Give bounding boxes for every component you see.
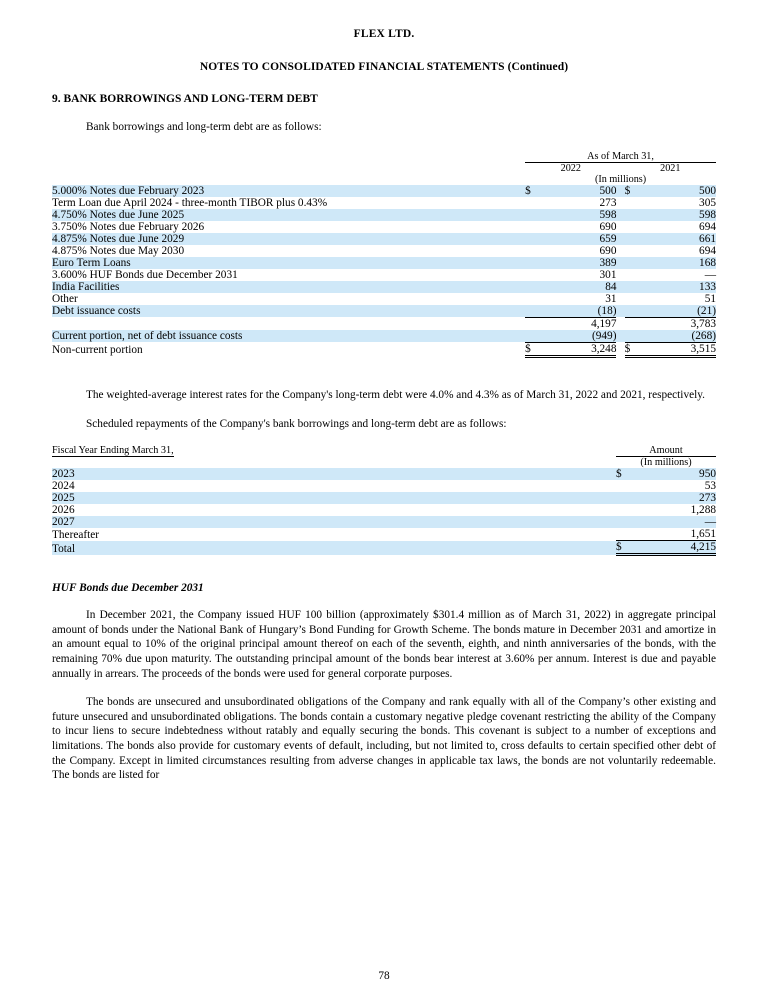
row-value-2021: — bbox=[704, 268, 716, 281]
row-value-2022: 659 bbox=[547, 233, 616, 245]
row-label: 4.875% Notes due June 2029 bbox=[52, 233, 525, 245]
row-amount: 950 bbox=[648, 468, 716, 480]
row-amount: 1,651 bbox=[690, 528, 716, 541]
table-row bbox=[52, 281, 716, 293]
row-label: 2024 bbox=[52, 480, 75, 493]
debt-table-noncurrent-portion-row bbox=[52, 342, 716, 356]
table-row bbox=[52, 185, 716, 197]
row-label: 5.000% Notes due February 2023 bbox=[52, 185, 525, 197]
row-currency-2022 bbox=[525, 257, 547, 269]
current-portion-value-2022: (949) bbox=[547, 330, 616, 343]
row-label: Term Loan due April 2024 - three-month TIBOR plus 0.43% bbox=[52, 196, 328, 209]
row-value-2022: 84 bbox=[547, 281, 616, 293]
subtotal-currency-2021 bbox=[625, 317, 647, 330]
row-currency-2022 bbox=[525, 269, 547, 281]
debt-table-current-portion-row bbox=[52, 330, 716, 343]
row-value-2022: 500 bbox=[547, 185, 616, 197]
row-value-2021: 694 bbox=[699, 244, 716, 257]
row-label: 2027 bbox=[52, 516, 616, 528]
debt-table-subtotal-row bbox=[52, 317, 716, 330]
row-value-2021: 168 bbox=[647, 257, 716, 269]
table-row bbox=[52, 504, 716, 516]
current-portion-value-2021: (268) bbox=[647, 330, 716, 343]
total-currency: $ bbox=[616, 541, 648, 555]
row-currency-2022 bbox=[525, 293, 547, 305]
subtotal-value-2022: 4,197 bbox=[547, 317, 616, 330]
page-number: 78 bbox=[378, 970, 390, 982]
row-currency-2022 bbox=[525, 233, 547, 245]
noncurrent-portion-currency-2021: $ bbox=[625, 342, 647, 356]
debt-table-wrapper bbox=[52, 151, 716, 358]
noncurrent-portion-currency-2022: $ bbox=[525, 342, 547, 356]
row-label: 2023 bbox=[52, 468, 616, 480]
row-currency-2021 bbox=[625, 305, 647, 318]
row-currency-2022 bbox=[525, 197, 547, 209]
row-currency bbox=[616, 492, 648, 504]
row-label: Euro Term Loans bbox=[52, 257, 525, 269]
row-amount: 1,288 bbox=[690, 504, 716, 517]
row-amount: 273 bbox=[648, 492, 716, 504]
row-currency-2021 bbox=[625, 209, 647, 221]
table-row bbox=[52, 233, 716, 245]
noncurrent-portion-label: Non-current portion bbox=[52, 344, 143, 357]
row-currency-2021 bbox=[625, 245, 647, 257]
noncurrent-portion-value-2022: 3,248 bbox=[547, 342, 616, 356]
row-value-2021: 51 bbox=[704, 292, 716, 305]
total-amount: 4,215 bbox=[648, 541, 716, 555]
huf-bonds-subheading: HUF Bonds due December 2031 bbox=[52, 582, 204, 595]
row-label: Other bbox=[52, 292, 78, 305]
row-label: 3.600% HUF Bonds due December 2031 bbox=[52, 268, 238, 281]
row-amount: — bbox=[648, 516, 716, 528]
document-title: NOTES TO CONSOLIDATED FINANCIAL STATEMENTS (Continued) bbox=[199, 61, 569, 73]
row-currency-2022 bbox=[525, 305, 547, 318]
row-currency-2021 bbox=[625, 293, 647, 305]
table-row bbox=[52, 528, 716, 541]
row-value-2021: (21) bbox=[647, 305, 716, 318]
debt-table-period-header: As of March 31, bbox=[525, 151, 716, 163]
debt-table bbox=[52, 151, 716, 358]
company-name: FLEX LTD. bbox=[353, 28, 415, 40]
row-label: Thereafter bbox=[52, 528, 100, 541]
row-value-2021: 500 bbox=[647, 185, 716, 197]
total-label: Total bbox=[52, 541, 616, 555]
row-currency-2021 bbox=[625, 197, 647, 209]
row-value-2022: 389 bbox=[547, 257, 616, 269]
table-row bbox=[52, 245, 716, 257]
row-currency bbox=[616, 504, 648, 516]
row-value-2021: 598 bbox=[647, 209, 716, 221]
table-row bbox=[52, 269, 716, 281]
row-value-2021: 694 bbox=[699, 220, 716, 233]
table-row bbox=[52, 197, 716, 209]
row-currency: $ bbox=[616, 468, 648, 480]
repayment-table-row-header-text: Fiscal Year Ending March 31, bbox=[52, 444, 174, 456]
repayment-table-row-header bbox=[52, 445, 616, 457]
row-currency-2021 bbox=[625, 233, 647, 245]
row-amount: 53 bbox=[704, 480, 716, 493]
row-value-2022: 273 bbox=[599, 196, 617, 209]
row-label: 4.750% Notes due June 2025 bbox=[52, 209, 525, 221]
row-value-2022: (18) bbox=[547, 305, 616, 318]
debt-table-period-header-row bbox=[52, 151, 716, 163]
row-currency-2022 bbox=[525, 245, 547, 257]
row-label: 2026 bbox=[52, 504, 75, 517]
subtotal-label bbox=[52, 317, 525, 330]
debt-table-col-2021: 2021 bbox=[660, 162, 681, 174]
current-portion-label: Current portion, net of debt issuance costs bbox=[52, 330, 525, 343]
table-row bbox=[52, 293, 716, 305]
row-currency bbox=[616, 528, 648, 541]
row-value-2022: 31 bbox=[605, 292, 617, 305]
huf-paragraph-2: The bonds are unsecured and unsubordinated obligations of the Company and rank equally with all of the Company’s other existing and future unsecured and unsubordinated obligations. The bonds contain a customary negative pledge covenant restricting the ability of the Company to incur liens to secure indebtedness without ratably and equally securing the bonds. This covenant is subject to a number of exceptions and limitations. The bonds also provide for customary events of default, including, but not limited to, cross defaults to certain specified other debt of the Company. Except in limited circumstances resulting from adverse changes in applicable tax laws, the bonds are not voluntarily redeemable. The bonds are listed for bbox=[52, 696, 716, 782]
row-currency-2022 bbox=[525, 221, 547, 233]
table-row bbox=[52, 257, 716, 269]
row-currency bbox=[616, 480, 648, 492]
repayment-table-header-row bbox=[52, 445, 716, 457]
table-row bbox=[52, 221, 716, 233]
repayment-table-amount-header: Amount bbox=[616, 445, 716, 457]
row-value-2021: 305 bbox=[699, 196, 716, 209]
noncurrent-portion-value-2021: 3,515 bbox=[647, 342, 716, 356]
row-currency-2021 bbox=[625, 221, 647, 233]
row-currency-2021 bbox=[625, 281, 647, 293]
row-value-2022: 690 bbox=[599, 244, 617, 257]
row-currency-2022 bbox=[525, 281, 547, 293]
row-value-2021: 133 bbox=[647, 281, 716, 293]
debt-table-lead-in: Bank borrowings and long-term debt are as follows: bbox=[86, 121, 322, 133]
weighted-average-interest-paragraph: The weighted-average interest rates for the Company's long-term debt were 4.0% and 4.3% as of March 31, 2022 and 2021, respectively. bbox=[86, 388, 705, 401]
debt-table-year-header-row bbox=[52, 162, 716, 174]
row-label: 3.750% Notes due February 2026 bbox=[52, 220, 205, 233]
row-label: 4.875% Notes due May 2030 bbox=[52, 244, 185, 257]
subtotal-currency-2022 bbox=[525, 317, 547, 330]
row-label: India Facilities bbox=[52, 281, 525, 293]
row-currency-2021 bbox=[625, 269, 647, 281]
table-row bbox=[52, 209, 716, 221]
repayment-table-units-row bbox=[52, 457, 716, 469]
row-currency-2021: $ bbox=[625, 185, 647, 197]
repayment-table-wrapper bbox=[52, 445, 716, 557]
table-row bbox=[52, 480, 716, 492]
row-currency bbox=[616, 516, 648, 528]
debt-table-col-2022: 2022 bbox=[560, 162, 581, 174]
row-value-2022: 598 bbox=[547, 209, 616, 221]
table-row bbox=[52, 516, 716, 528]
table-row bbox=[52, 492, 716, 504]
table-row bbox=[52, 468, 716, 480]
row-currency-2022 bbox=[525, 209, 547, 221]
debt-table-units: (In millions) bbox=[594, 173, 647, 185]
row-currency-2021 bbox=[625, 257, 647, 269]
note-heading: 9. BANK BORROWINGS AND LONG-TERM DEBT bbox=[52, 93, 318, 105]
repayment-table bbox=[52, 445, 716, 557]
row-value-2021: 661 bbox=[647, 233, 716, 245]
row-label: 2025 bbox=[52, 492, 616, 504]
current-portion-currency-2021 bbox=[625, 330, 647, 343]
row-label: Debt issuance costs bbox=[52, 305, 525, 318]
table-row bbox=[52, 305, 716, 318]
huf-paragraph-1: In December 2021, the Company issued HUF 100 billion (approximately $301.4 million as of March 31, 2022) in aggregate principal amount of bonds under the National Bank of Hungary’s Bond Funding for Growth Scheme. The bonds mature in December 2031 and amortize in an amount equal to 10% of the original principal amount thereof on each of the seventh, eighth, and ninth anniversaries of the bonds, with the remaining 70% due upon maturity. The outstanding principal amount of the bonds bear interest at 3.60% per annum. Interest is due and payable annually in arrears. The proceeds of the bonds were used for general corporate purposes. bbox=[52, 609, 716, 680]
row-currency-2022: $ bbox=[525, 185, 547, 197]
debt-table-body bbox=[52, 185, 716, 357]
subtotal-value-2021: 3,783 bbox=[647, 317, 716, 330]
row-value-2022: 690 bbox=[599, 220, 617, 233]
repayment-table-units: (In millions) bbox=[640, 457, 692, 469]
repayment-table-total-row bbox=[52, 541, 716, 555]
row-value-2022: 301 bbox=[599, 268, 617, 281]
debt-table-units-row bbox=[52, 174, 716, 185]
current-portion-currency-2022 bbox=[525, 330, 547, 343]
repayments-lead-in: Scheduled repayments of the Company's bank borrowings and long-term debt are as follows: bbox=[86, 418, 507, 431]
repayment-table-body bbox=[52, 468, 716, 555]
